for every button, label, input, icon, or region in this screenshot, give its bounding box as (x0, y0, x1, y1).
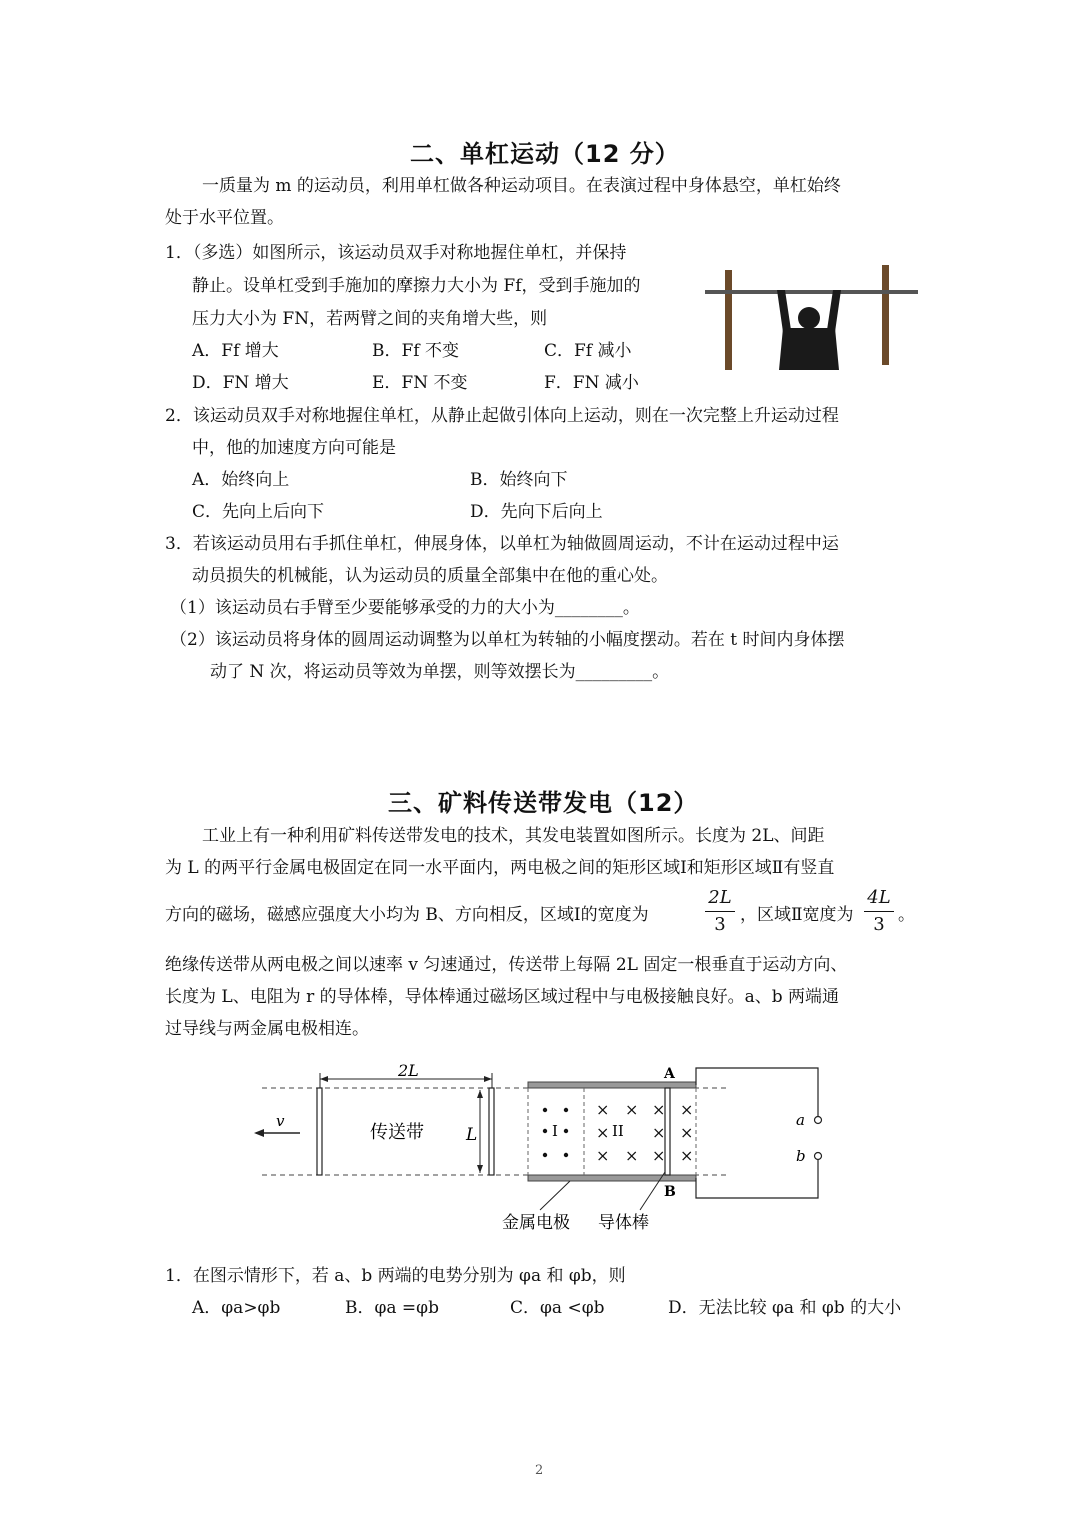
svg-text:×: × (625, 1100, 639, 1119)
svg-text:×: × (680, 1123, 694, 1142)
athlete-silhouette (777, 290, 841, 370)
label-rod: 导体棒 (598, 1213, 649, 1233)
page-number: 2 (535, 1463, 544, 1478)
label-B: B (664, 1184, 676, 1200)
label-a: a (796, 1111, 805, 1129)
s3-para-line6: 过导线与两金属电极相连。 (165, 1019, 369, 1039)
s3-para-line5: 长度为 L、电阻为 r 的导体棒，导体棒通过磁场区域过程中与电极接触良好。a、b 两端通 (165, 987, 840, 1007)
section2-title: 二、单杠运动（12 分） (410, 140, 680, 168)
svg-text:×: × (680, 1100, 694, 1119)
s2-q3-line1: 3．若该运动员用右手抓住单杠，伸展身体，以单杠为轴做圆周运动，不计在运动过程中运 (165, 534, 839, 554)
s2-q1-option-f[interactable]: F．FN 减小 (544, 373, 639, 393)
svg-text:×: × (652, 1123, 666, 1142)
fraction-4L-3 (862, 887, 896, 936)
right-post (882, 265, 889, 365)
terminal-b (815, 1153, 822, 1160)
s3-q1-stem: 1．在图示情形下，若 a、b 两端的电势分别为 φa 和 φb，则 (165, 1266, 626, 1286)
fraction-bar (705, 911, 735, 912)
s3-q1-option-a[interactable]: A．φa>φb (192, 1298, 281, 1318)
terminal-a (815, 1117, 822, 1124)
s3-q1-option-c[interactable]: C．φa <φb (510, 1298, 605, 1318)
left-post (725, 270, 732, 370)
s2-q2-line1: 2．该运动员双手对称地握住单杠，从静止起做引体向上运动，则在一次完整上升运动过程 (165, 406, 839, 426)
s2-q2-option-d[interactable]: D．先向下后向上 (470, 502, 603, 522)
s2-q1-line2: 静止。设单杠受到手施加的摩擦力大小为 Ff，受到手施加的 (192, 276, 641, 296)
fraction-4L-numerator: 4L (867, 887, 891, 908)
s2-q3-sub2-line2: 动了 N 次，将运动员等效为单摆，则等效摆长为_________。 (210, 662, 670, 682)
label-v: v (276, 1112, 285, 1130)
s2-q2-option-a[interactable]: A．始终向上 (192, 470, 290, 490)
label-b: b (796, 1147, 806, 1165)
electrode-callout (540, 1181, 570, 1210)
s2-q1-option-c[interactable]: C．Ff 减小 (544, 341, 632, 361)
label-region2: II (612, 1122, 624, 1140)
electrode-top (528, 1082, 696, 1088)
pullup-figure (705, 260, 920, 370)
s3-para-line1: 工业上有一种利用矿料传送带发电的技术，其发电装置如图所示。长度为 2L、间距 (202, 826, 825, 846)
s3-q1-option-d[interactable]: D．无法比较 φa 和 φb 的大小 (668, 1298, 902, 1318)
conductor-rod (665, 1088, 670, 1175)
label-A: A (664, 1066, 675, 1082)
generator-diagram (240, 1060, 840, 1240)
s2-q1-option-b[interactable]: B．Ff 不变 (372, 341, 459, 361)
s2-q3-sub1: （1）该运动员右手臂至少要能够承受的力的大小为________。 (170, 598, 640, 618)
s3-para-line3a: 方向的磁场，磁感应强度大小均为 B、方向相反，区域Ⅰ的宽度为 (165, 905, 649, 925)
fraction-2L-denominator: 3 (714, 914, 726, 935)
fraction-2L-3 (703, 887, 737, 936)
s3-para-line3c: 。 (898, 905, 915, 925)
svg-text:×: × (596, 1146, 610, 1165)
s2-q3-sub2-line1: （2）该运动员将身体的圆周运动调整为以单杠为转轴的小幅度摆动。若在 t 时间内身体摆 (170, 630, 845, 650)
label-belt: 传送带 (370, 1122, 424, 1143)
s3-para-line3b: ，区域Ⅱ宽度为 (740, 905, 854, 925)
svg-text:×: × (652, 1146, 666, 1165)
svg-text:×: × (596, 1100, 610, 1119)
label-electrode: 金属电极 (502, 1213, 570, 1233)
fraction-2L-numerator: 2L (708, 887, 732, 908)
s2-q1-line3: 压力大小为 FN，若两臂之间的夹角增大些，则 (192, 309, 548, 329)
region2-field-crosses (596, 1100, 693, 1165)
s3-q1-option-b[interactable]: B．φa =φb (345, 1298, 439, 1318)
s3-para-line2: 为 L 的两平行金属电极固定在同一水平面内，两电极之间的矩形区域Ⅰ和矩形区域Ⅱ有竖直 (165, 858, 835, 878)
s2-q1-line1: 1．（多选）如图所示，该运动员双手对称地握住单杠，并保持 (165, 243, 627, 263)
label-region1: I (552, 1122, 558, 1140)
label-L: L (466, 1125, 478, 1145)
horizontal-bar (705, 290, 918, 294)
s2-q2-option-c[interactable]: C．先向上后向下 (192, 502, 325, 522)
rod-left (317, 1088, 322, 1175)
electrode-bottom (528, 1175, 696, 1181)
section2-intro-line2: 处于水平位置。 (165, 208, 284, 228)
svg-text:×: × (652, 1100, 666, 1119)
svg-text:×: × (680, 1146, 694, 1165)
s2-q1-option-d[interactable]: D．FN 增大 (192, 373, 289, 393)
section2-intro-line1: 一质量为 m 的运动员，利用单杠做各种运动项目。在表演过程中身体悬空，单杠始终 (202, 176, 841, 196)
fraction-4L-denominator: 3 (873, 914, 885, 935)
rod-middle (489, 1088, 494, 1175)
fraction-bar (864, 911, 894, 912)
label-2L: 2L (398, 1061, 419, 1080)
s2-q1-option-a[interactable]: A．Ff 增大 (192, 341, 279, 361)
s2-q2-line2: 中，他的加速度方向可能是 (192, 438, 396, 458)
wire-bottom (696, 1160, 818, 1198)
s2-q2-option-b[interactable]: B．始终向下 (470, 470, 568, 490)
s2-q3-line2: 动员损失的机械能，认为运动员的质量全部集中在他的重心处。 (192, 566, 668, 586)
dimension-arrow-left (320, 1076, 328, 1082)
dimension-arrow-right (484, 1076, 492, 1082)
s2-q1-option-e[interactable]: E．FN 不变 (372, 373, 468, 393)
velocity-arrowhead (254, 1129, 264, 1137)
section3-title: 三、矿料传送带发电（12） (388, 789, 699, 817)
svg-text:×: × (596, 1123, 610, 1142)
s3-para-line4: 绝缘传送带从两电极之间以速率 v 匀速通过，传送带上每隔 2L 固定一根垂直于运动方向、 (165, 955, 848, 975)
svg-text:×: × (625, 1146, 639, 1165)
